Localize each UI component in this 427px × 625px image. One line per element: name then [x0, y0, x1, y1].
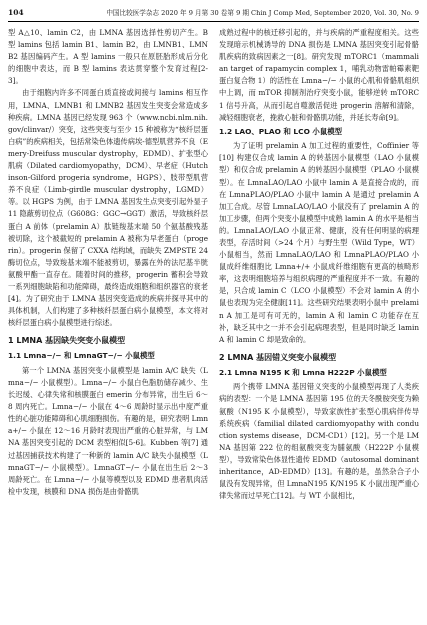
paragraph: 两个携带 LMNA 基因错义突变的小鼠模型再现了人类疾病的表型：一个是 LMNA 基因第 195 位的天冬酰胺突变为赖氨酸（N195 K 小鼠模型），导致家族性扩张型心肌病伴传导系统疾病（familial dilated cardiomyopathy with conduction systems disease，DCM-CD1）[12]。另一个是 LMNA 基因第 222 位的组氨酸突变为脯氨酸（H222P 小鼠模型），导致常染色体显性遗传 EDMD（autosomal dominant inheritance，AD-EDMD）[13]。有趣的是，虽然杂合子小鼠没有发现异常，但 LmnaN195 K/N195 K 小鼠出现严重心律失常而过早死亡[12]。与 WT 小鼠相比， — [219, 382, 419, 501]
subsection-heading: 2.1 Lmna N195 K 和 Lmna H222P 小鼠模型 — [219, 367, 387, 377]
paragraph: 为了证明 prelamin A 加工过程的重要性，Coffinier 等[10] 构建仅合成 lamin A 的转基因小鼠模型（LAO 小鼠模型）和仅合成 prelamin A 的转基因小鼠模型（PLAO 小鼠模型）。在 LmnaLAO/LAO 小鼠中 lamin A 是直接合成的，而在 LmnaPLAO/PLAO 小鼠中 lamin A 是通过 prelamin A 加工合成。尽管 LmnaLAO/LAO 小鼠没有了 prelamin A 的加工步骤，但两个突变小鼠模型中成熟 lamin A 的水平是相当的。LmnaLAO/LAO 小鼠正常、健康，没有任何明显的病理表型，存活时间（>24 个月）与野生型（Wild Type，WT）小鼠相当，然而 LmnaLAO/LAO 和 LmnaPLAO/PLAO 小鼠成纤维细胞比 Lmna+/+ 小鼠成纤维细胞有更高的核畸形率，这表明细胞培养与组织病理的严重程度并不一致。有趣的是，只合成 lamin C（LCO 小鼠模型）不会对 lamin A 的小鼠也表现为完全健康[11]。这些研究结果表明小鼠中 prelamin A 加工是可有可无的，lamin A 和 lamin C 功能存在互补，缺乏其中之一并不会引起病理表型，但是同时缺乏 lamin A 和 lamin C 却是致命的。 — [219, 141, 419, 344]
paragraph: 由于细胞内许多不同蛋白质直接或间接与 lamins 相互作用，LMNA、LMNB1 和 LMNB2 基因发生突变会常造成多种疾病。LMNA 基因已经发现 963 个（www.ncbi.nlm.nih.gov/clinvar/）突变，这些突变与至少 15 种被称为“核纤层蛋白病”的疾病相关，包括常染色体遗传病埃-德型肌营养不良（Emery-Dreifuss muscular dystrophy，EDMD）、扩张型心肌病（Dilated cardiomyopathy，DCM）、早老症（Hutchinson-Gilford progeria syndrome，HGPS）、肢带型肌营养不良症（Limb-girdle muscular dystrophy，LGMD）等。以 HGPS 为例，由于 LMNA 基因发生点突变引起外显子 11 隐蔽剪切位点（G608G：GGC→GGT）激活，导致核纤层蛋白 A 前体（prelamin A）肽链羧基末端 50 个氨基酸残基被切除，这个被截短的 prelamin A 被称为早老蛋白（progerin）。progerin 保留了 CXXA 结构域，而缺失 ZMPSTE 24 酶切位点，导致羧基末端不能被剪切，暴露在外的法尼基半胱氨酸甲酯一直存在。随着时间的推移，progerin 蓄积会导致一系列细胞缺陷和功能障碍，最终造成细胞和组织器官的衰老[4]。为了研究由于 LMNA 基因突变造成的疾病并探寻其中的具体机制，人们构建了多种核纤层蛋白病小鼠模型，本文将对核纤层蛋白病小鼠模型进行综述。 — [8, 88, 208, 328]
page-number: 104 — [8, 8, 24, 17]
header-rule — [8, 21, 419, 22]
subsection-heading: 1.1 Lmna−/− 和 LmnaGT−/− 小鼠模型 — [8, 351, 155, 361]
paragraph: 成熟过程中的核迁移引起的，并与疾病的严重程度相关。这些发现暗示机械诱导的 DNA 损伤是 LMNA 基因突变引起骨骼肌疾病的致病因素之一[8]。研究发现 mTORC1（mammalian target of rapamycin complex 1，哺乳动物雷帕霉素靶蛋白复合物 1）的活性在 Lmna−/− 小鼠的心肌和骨骼肌组织中上调，而 mTOR 抑制剂治疗突变小鼠，能够逆转 mTORC1 信号升高，从而引起自噬激活促进 progerin 溶解和清除，减轻细胞衰老，挽救心脏和骨骼肌功能，并延长寿命[9]。 — [219, 28, 419, 122]
paragraph: 第一个 LMNA 基因突变小鼠模型是 lamin A/C 缺失（Lmna−/− 小鼠模型）。Lmna−/− 小鼠白色脂肪储存减少、生长迟缓、心律失常和核膜蛋白 emerin 分布异常，出生后 6～8 周内死亡。Lmna−/− 小鼠在 4～6 周龄时显示出中度严重性的心脏功能障碍和心肌细胞损伤。有趣的是，研究表明 Lmna+/− 小鼠在 12～16 月龄时表现出严重的心脏异常，与 LMNA 基因突变引起的 DCM 表型相似[5-6]。Kubben 等[7] 通过基因捕获技术构建了一种新的 lamin A/C 缺失小鼠模型（LmnaGT−/− 小鼠模型）。LmnaGT−/− 小鼠在出生后 2～3 周龄死亡。在 Lmna−/− 小鼠等模型以及 EDMD 患者肌肉活检中发现，核膜和 DNA 损伤是由骨骼肌 — [8, 365, 208, 496]
running-header — [8, 6, 419, 20]
paragraph: 型 A△10、lamin C2，由 LMNA 基因选择性剪切产生。B 型 lamins 包括 lamin B1、lamin B2，由 LMNB1、LMNB2 基因编码产生。A 型 lamins 一般只在原胚胎形成后分化的细胞中表达，而 B 型 lamins 表达贯穿整个发育过程[2-3]。 — [8, 28, 208, 86]
subsection-heading: 1.2 LAO、PLAO 和 LCO 小鼠模型 — [219, 126, 342, 136]
section-heading: 1 LMNA 基因缺失突变小鼠模型 — [8, 336, 126, 346]
journal-citation: 中国比较医学杂志 2020 年 9 月第 30 卷第 9 期 Chin J Comp Med, September 2020, Vol. 30, No. 9 — [106, 9, 419, 17]
section-heading: 2 LMNA 基因错义突变小鼠模型 — [219, 352, 337, 362]
left-column — [8, 27, 208, 498]
right-column — [219, 27, 419, 502]
